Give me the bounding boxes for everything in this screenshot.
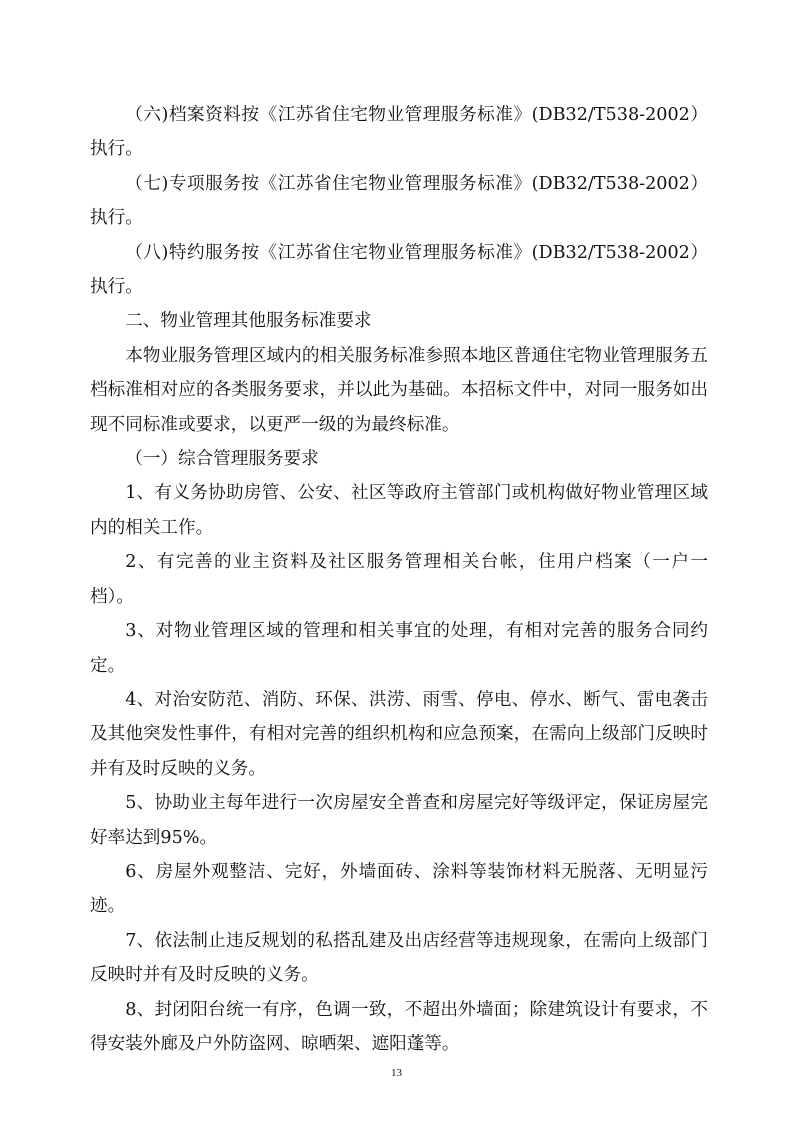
page-number: 13 bbox=[391, 1067, 402, 1079]
paragraph-special-service-standard: （七)专项服务按《江苏省住宅物业管理服务标准》(DB32/T538-2002）执行。 bbox=[90, 173, 708, 229]
section-heading-other-standards: 二、物业管理其他服务标准要求 bbox=[125, 311, 372, 332]
list-item-8: 8、封闭阳台统一有序，色调一致，不超出外墙面；除建筑设计有要求，不得安装外廊及户外防盗网、晾晒架、遮阳蓬等。 bbox=[90, 999, 708, 1054]
list-item-3: 3、对物业管理区域的管理和相关事宜的处理，有相对完善的服务合同约定。 bbox=[90, 621, 708, 676]
document-body bbox=[90, 98, 708, 1061]
paragraph-standards-intro: 本物业服务管理区域内的相关服务标准参照本地区普通住宅物业管理服务五档标准相对应的各类服务要求，并以此为基础。本招标文件中，对同一服务如出现不同标准或要求，以更严一级的为最终标准。 bbox=[90, 345, 708, 435]
paragraph-archive-standard: （六)档案资料按《江苏省住宅物业管理服务标准》(DB32/T538-2002）执行。 bbox=[90, 105, 708, 160]
list-item-2: 2、有完善的业主资料及社区服务管理相关台帐，住用户档案（一户一档）。 bbox=[90, 552, 708, 607]
list-item-5: 5、协助业主每年进行一次房屋安全普查和房屋完好等级评定，保证房屋完好率达到95%。 bbox=[90, 793, 708, 848]
subsection-heading-general-management: （一）综合管理服务要求 bbox=[125, 449, 319, 470]
list-item-7: 7、依法制止违反规划的私搭乱建及出店经营等违规现象，在需向上级部门反映时并有及时反映的义务。 bbox=[90, 930, 708, 986]
list-item-4: 4、对治安防范、消防、环保、洪涝、雨雪、停电、停水、断气、雷电袭击及其他突发性事件，有相对完善的组织机构和应急预案，在需向上级部门反映时并有及时反映的义务。 bbox=[90, 689, 708, 779]
paragraph-custom-service-standard: （八)特约服务按《江苏省住宅物业管理服务标准》(DB32/T538-2002）执行。 bbox=[90, 242, 708, 298]
list-item-6: 6、房屋外观整洁、完好，外墙面砖、涂料等装饰材料无脱落、无明显污迹。 bbox=[90, 861, 708, 917]
list-item-1: 1、有义务协助房管、公安、社区等政府主管部门或机构做好物业管理区域内的相关工作。 bbox=[90, 483, 708, 538]
